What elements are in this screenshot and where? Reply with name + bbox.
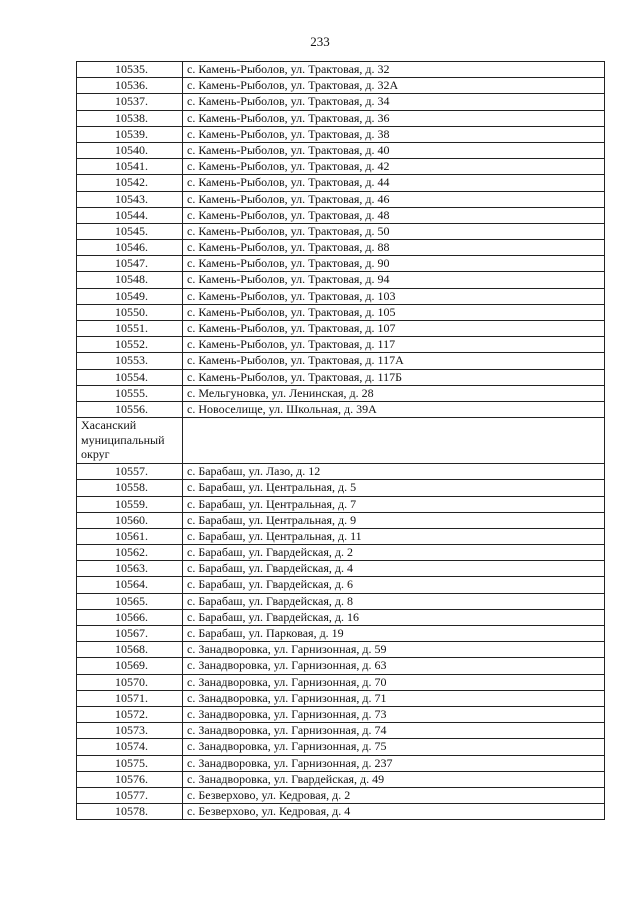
table-row <box>77 545 605 561</box>
table-row <box>77 706 605 722</box>
row-address: с. Камень-Рыболов, ул. Трактовая, д. 38 <box>183 126 605 142</box>
row-address: с. Барабаш, ул. Гвардейская, д. 8 <box>183 593 605 609</box>
row-address: с. Барабаш, ул. Центральная, д. 9 <box>183 512 605 528</box>
table-row <box>77 512 605 528</box>
row-number: 10550. <box>77 304 183 320</box>
row-number: 10574. <box>77 739 183 755</box>
table-row <box>77 62 605 78</box>
section-header-row <box>77 418 605 464</box>
row-number: 10577. <box>77 787 183 803</box>
row-address: с. Камень-Рыболов, ул. Трактовая, д. 40 <box>183 142 605 158</box>
table-row <box>77 304 605 320</box>
row-number: 10555. <box>77 385 183 401</box>
row-number: 10559. <box>77 496 183 512</box>
table-row <box>77 723 605 739</box>
row-number: 10575. <box>77 755 183 771</box>
address-table <box>76 61 605 820</box>
row-address: с. Камень-Рыболов, ул. Трактовая, д. 32А <box>183 78 605 94</box>
table-row <box>77 110 605 126</box>
row-address: с. Занадворовка, ул. Гарнизонная, д. 71 <box>183 690 605 706</box>
table-row <box>77 755 605 771</box>
table-row <box>77 561 605 577</box>
row-number: 10558. <box>77 480 183 496</box>
row-address: с. Занадворовка, ул. Гарнизонная, д. 75 <box>183 739 605 755</box>
table-row <box>77 609 605 625</box>
row-number: 10551. <box>77 321 183 337</box>
row-address: с. Безверхово, ул. Кедровая, д. 4 <box>183 804 605 820</box>
row-number: 10568. <box>77 642 183 658</box>
table-row <box>77 175 605 191</box>
row-address: с. Барабаш, ул. Гвардейская, д. 16 <box>183 609 605 625</box>
row-number: 10543. <box>77 191 183 207</box>
row-address: с. Камень-Рыболов, ул. Трактовая, д. 32 <box>183 62 605 78</box>
row-number: 10578. <box>77 804 183 820</box>
row-address: с. Камень-Рыболов, ул. Трактовая, д. 88 <box>183 240 605 256</box>
table-row <box>77 353 605 369</box>
row-number: 10556. <box>77 401 183 417</box>
table-row <box>77 142 605 158</box>
row-address: с. Барабаш, ул. Парковая, д. 19 <box>183 626 605 642</box>
row-address: с. Барабаш, ул. Центральная, д. 11 <box>183 528 605 544</box>
row-address: с. Камень-Рыболов, ул. Трактовая, д. 46 <box>183 191 605 207</box>
row-address: с. Новоселище, ул. Школьная, д. 39А <box>183 401 605 417</box>
table-row <box>77 804 605 820</box>
row-address: с. Барабаш, ул. Центральная, д. 5 <box>183 480 605 496</box>
row-number: 10537. <box>77 94 183 110</box>
table-row <box>77 207 605 223</box>
table-row <box>77 369 605 385</box>
row-number: 10554. <box>77 369 183 385</box>
section-empty-cell <box>183 418 605 464</box>
row-number: 10541. <box>77 159 183 175</box>
section-title: Хасанский муниципальный округ <box>77 418 183 464</box>
row-address: с. Барабаш, ул. Гвардейская, д. 6 <box>183 577 605 593</box>
table-row <box>77 321 605 337</box>
row-address: с. Занадворовка, ул. Гарнизонная, д. 63 <box>183 658 605 674</box>
row-number: 10549. <box>77 288 183 304</box>
row-address: с. Камень-Рыболов, ул. Трактовая, д. 90 <box>183 256 605 272</box>
row-number: 10569. <box>77 658 183 674</box>
row-number: 10548. <box>77 272 183 288</box>
table-row <box>77 690 605 706</box>
table-row <box>77 240 605 256</box>
row-address: с. Занадворовка, ул. Гвардейская, д. 49 <box>183 771 605 787</box>
row-address: с. Камень-Рыболов, ул. Трактовая, д. 117Б <box>183 369 605 385</box>
row-address: с. Камень-Рыболов, ул. Трактовая, д. 42 <box>183 159 605 175</box>
table-row <box>77 626 605 642</box>
row-number: 10560. <box>77 512 183 528</box>
table-row <box>77 256 605 272</box>
row-address: с. Камень-Рыболов, ул. Трактовая, д. 50 <box>183 223 605 239</box>
row-address: с. Барабаш, ул. Гвардейская, д. 2 <box>183 545 605 561</box>
table-row <box>77 337 605 353</box>
row-address: с. Камень-Рыболов, ул. Трактовая, д. 94 <box>183 272 605 288</box>
row-address: с. Камень-Рыболов, ул. Трактовая, д. 44 <box>183 175 605 191</box>
table-row <box>77 464 605 480</box>
table-row <box>77 739 605 755</box>
row-address: с. Барабаш, ул. Гвардейская, д. 4 <box>183 561 605 577</box>
row-number: 10552. <box>77 337 183 353</box>
row-address: с. Камень-Рыболов, ул. Трактовая, д. 36 <box>183 110 605 126</box>
row-address: с. Камень-Рыболов, ул. Трактовая, д. 48 <box>183 207 605 223</box>
table-row <box>77 272 605 288</box>
table-row <box>77 223 605 239</box>
row-address: с. Барабаш, ул. Центральная, д. 7 <box>183 496 605 512</box>
row-number: 10544. <box>77 207 183 223</box>
row-number: 10566. <box>77 609 183 625</box>
row-number: 10564. <box>77 577 183 593</box>
table-row <box>77 496 605 512</box>
table-row <box>77 288 605 304</box>
row-number: 10563. <box>77 561 183 577</box>
table-row <box>77 642 605 658</box>
table-row <box>77 528 605 544</box>
table-row <box>77 480 605 496</box>
row-address: с. Камень-Рыболов, ул. Трактовая, д. 117А <box>183 353 605 369</box>
table-row <box>77 658 605 674</box>
row-address: с. Занадворовка, ул. Гарнизонная, д. 70 <box>183 674 605 690</box>
row-address: с. Мельгуновка, ул. Ленинская, д. 28 <box>183 385 605 401</box>
row-address: с. Барабаш, ул. Лазо, д. 12 <box>183 464 605 480</box>
table-row <box>77 771 605 787</box>
row-address: с. Камень-Рыболов, ул. Трактовая, д. 34 <box>183 94 605 110</box>
row-address: с. Камень-Рыболов, ул. Трактовая, д. 103 <box>183 288 605 304</box>
table-row <box>77 674 605 690</box>
table-row <box>77 126 605 142</box>
row-number: 10539. <box>77 126 183 142</box>
table-row <box>77 593 605 609</box>
table-row <box>77 385 605 401</box>
row-number: 10536. <box>77 78 183 94</box>
row-number: 10562. <box>77 545 183 561</box>
row-number: 10567. <box>77 626 183 642</box>
row-address: с. Безверхово, ул. Кедровая, д. 2 <box>183 787 605 803</box>
row-number: 10561. <box>77 528 183 544</box>
row-address: с. Занадворовка, ул. Гарнизонная, д. 74 <box>183 723 605 739</box>
row-address: с. Камень-Рыболов, ул. Трактовая, д. 107 <box>183 321 605 337</box>
table-row <box>77 78 605 94</box>
row-number: 10542. <box>77 175 183 191</box>
row-number: 10553. <box>77 353 183 369</box>
row-number: 10535. <box>77 62 183 78</box>
table-row <box>77 401 605 417</box>
row-number: 10547. <box>77 256 183 272</box>
row-address: с. Камень-Рыболов, ул. Трактовая, д. 105 <box>183 304 605 320</box>
row-number: 10538. <box>77 110 183 126</box>
row-number: 10576. <box>77 771 183 787</box>
row-number: 10557. <box>77 464 183 480</box>
row-number: 10540. <box>77 142 183 158</box>
row-address: с. Камень-Рыболов, ул. Трактовая, д. 117 <box>183 337 605 353</box>
row-number: 10546. <box>77 240 183 256</box>
table-row <box>77 191 605 207</box>
table-row <box>77 787 605 803</box>
row-address: с. Занадворовка, ул. Гарнизонная, д. 237 <box>183 755 605 771</box>
row-number: 10570. <box>77 674 183 690</box>
row-address: с. Занадворовка, ул. Гарнизонная, д. 73 <box>183 706 605 722</box>
row-number: 10572. <box>77 706 183 722</box>
row-address: с. Занадворовка, ул. Гарнизонная, д. 59 <box>183 642 605 658</box>
page-number: 233 <box>310 34 330 49</box>
address-table-body <box>77 62 605 820</box>
row-number: 10545. <box>77 223 183 239</box>
row-number: 10565. <box>77 593 183 609</box>
row-number: 10571. <box>77 690 183 706</box>
row-number: 10573. <box>77 723 183 739</box>
table-row <box>77 94 605 110</box>
table-row <box>77 577 605 593</box>
table-row <box>77 159 605 175</box>
